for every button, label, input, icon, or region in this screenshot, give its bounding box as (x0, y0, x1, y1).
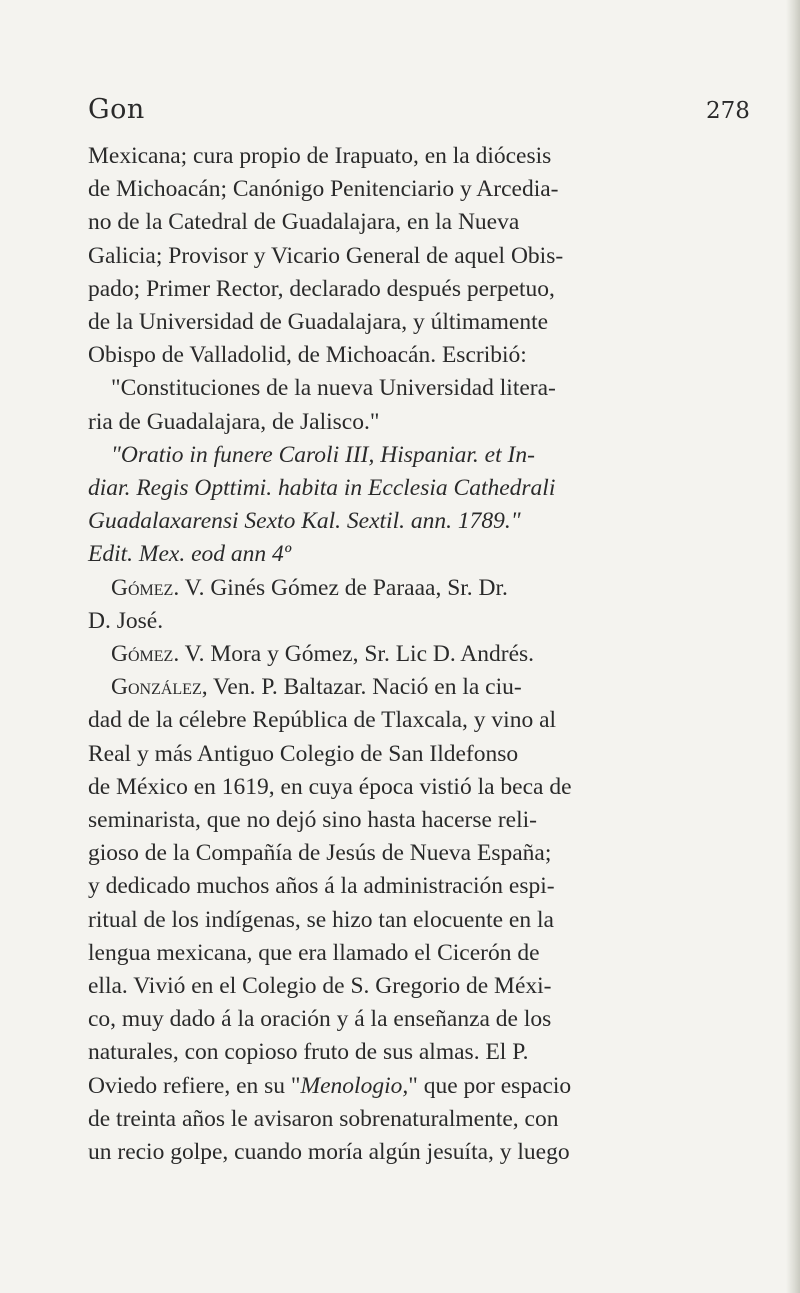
text-segment: de Michoacán; Canónigo Penitenciario y Arcedia- (88, 176, 559, 203)
text-segment: " que por espacio (408, 1072, 572, 1099)
body-text (88, 140, 738, 1169)
text-segment: Gómez (111, 574, 174, 601)
text-segment: "Oratio in funere Caroli III, Hispaniar. et In- (111, 441, 535, 468)
text-line (88, 505, 738, 538)
text-segment: naturales, con copioso fruto de sus almas. El P. (88, 1039, 529, 1066)
text-line (88, 538, 738, 571)
text-segment: seminarista, que no dejó sino hasta hacerse reli- (88, 807, 537, 834)
text-line (88, 1070, 738, 1103)
text-segment: lengua mexicana, que era llamado el Cicerón de (88, 939, 540, 966)
text-segment: diar. Regis Opttimi. habita in Ecclesia Cathedrali (88, 475, 556, 502)
text-line (88, 671, 738, 704)
text-segment: Obispo de Valladolid, de Michoacán. Escribió: (88, 342, 527, 369)
text-line (88, 472, 738, 505)
text-segment: . V. Ginés Gómez de Paraaa, Sr. Dr. (173, 574, 508, 601)
text-segment: co, muy dado á la oración y á la enseñanza de los (88, 1006, 552, 1033)
text-segment: de la Universidad de Guadalajara, y últimamente (88, 309, 549, 336)
text-segment: , Ven. P. Baltazar. Nació en la ciu- (201, 674, 522, 701)
text-line (88, 605, 738, 638)
text-line (88, 904, 738, 937)
text-segment: Mexicana; cura propio de Irapuato, en la diócesis (88, 143, 552, 169)
text-segment: no de la Catedral de Guadalajara, en la Nueva (88, 209, 520, 236)
text-line (88, 1136, 738, 1169)
text-segment: Galicia; Provisor y Vicario General de aquel Obis- (88, 242, 564, 269)
text-line (88, 738, 738, 771)
text-line (88, 771, 738, 804)
text-line (88, 240, 738, 273)
text-line (88, 638, 738, 671)
text-line (88, 804, 738, 837)
text-line (88, 339, 738, 372)
text-segment: . V. Mora y Gómez, Sr. Lic D. Andrés. (173, 641, 535, 668)
text-segment: Oviedo refiere, en su " (88, 1072, 301, 1099)
text-line (88, 372, 738, 405)
text-segment: ria de Guadalajara, de Jalisco." (88, 408, 380, 435)
text-segment: Gómez (111, 641, 174, 668)
page-number: 278 (706, 98, 750, 124)
text-segment: ritual de los indígenas, se hizo tan elocuente en la (88, 906, 554, 933)
text-line (88, 937, 738, 970)
text-segment: ella. Vivió en el Colegio de S. Gregorio de Méxi- (88, 973, 552, 1000)
text-line (88, 173, 738, 206)
text-line (88, 1103, 738, 1136)
text-segment: Edit. Mex. eod ann 4º (88, 541, 292, 568)
text-line (88, 704, 738, 737)
text-line (88, 439, 738, 472)
text-segment: Guadalaxarensi Sexto Kal. Sextil. ann. 1789." (88, 508, 521, 535)
text-line (88, 837, 738, 870)
text-line (88, 870, 738, 903)
text-segment: "Constituciones de la nueva Universidad litera- (111, 375, 556, 402)
text-segment: pado; Primer Rector, declarado después perpetuo, (88, 275, 555, 302)
text-segment: un recio golpe, cuando moría algún jesuíta, y luego (88, 1139, 570, 1166)
text-segment: de México en 1619, en cuya época vistió la beca de (88, 773, 572, 800)
text-line (88, 970, 738, 1003)
page-edge-shadow (786, 0, 800, 1293)
text-line (88, 273, 738, 306)
running-head: Gon (88, 94, 145, 125)
text-segment: D. José. (88, 607, 164, 634)
text-segment: González (111, 674, 202, 701)
text-line (88, 1003, 738, 1036)
text-line (88, 206, 738, 239)
text-segment: gioso de la Compañía de Jesús de Nueva España; (88, 840, 552, 867)
text-segment: Real y más Antiguo Colegio de San Ildefonso (88, 740, 519, 767)
text-line (88, 306, 738, 339)
text-line (88, 572, 738, 605)
text-segment: Menologio, (300, 1072, 409, 1099)
text-segment: y dedicado muchos años á la administración espi- (88, 873, 555, 900)
text-line (88, 406, 738, 439)
text-line (88, 140, 738, 173)
text-line (88, 1036, 738, 1069)
text-segment: de treinta años le avisaron sobrenaturalmente, con (88, 1105, 559, 1132)
text-segment: dad de la célebre República de Tlaxcala, y vino al (88, 707, 557, 734)
